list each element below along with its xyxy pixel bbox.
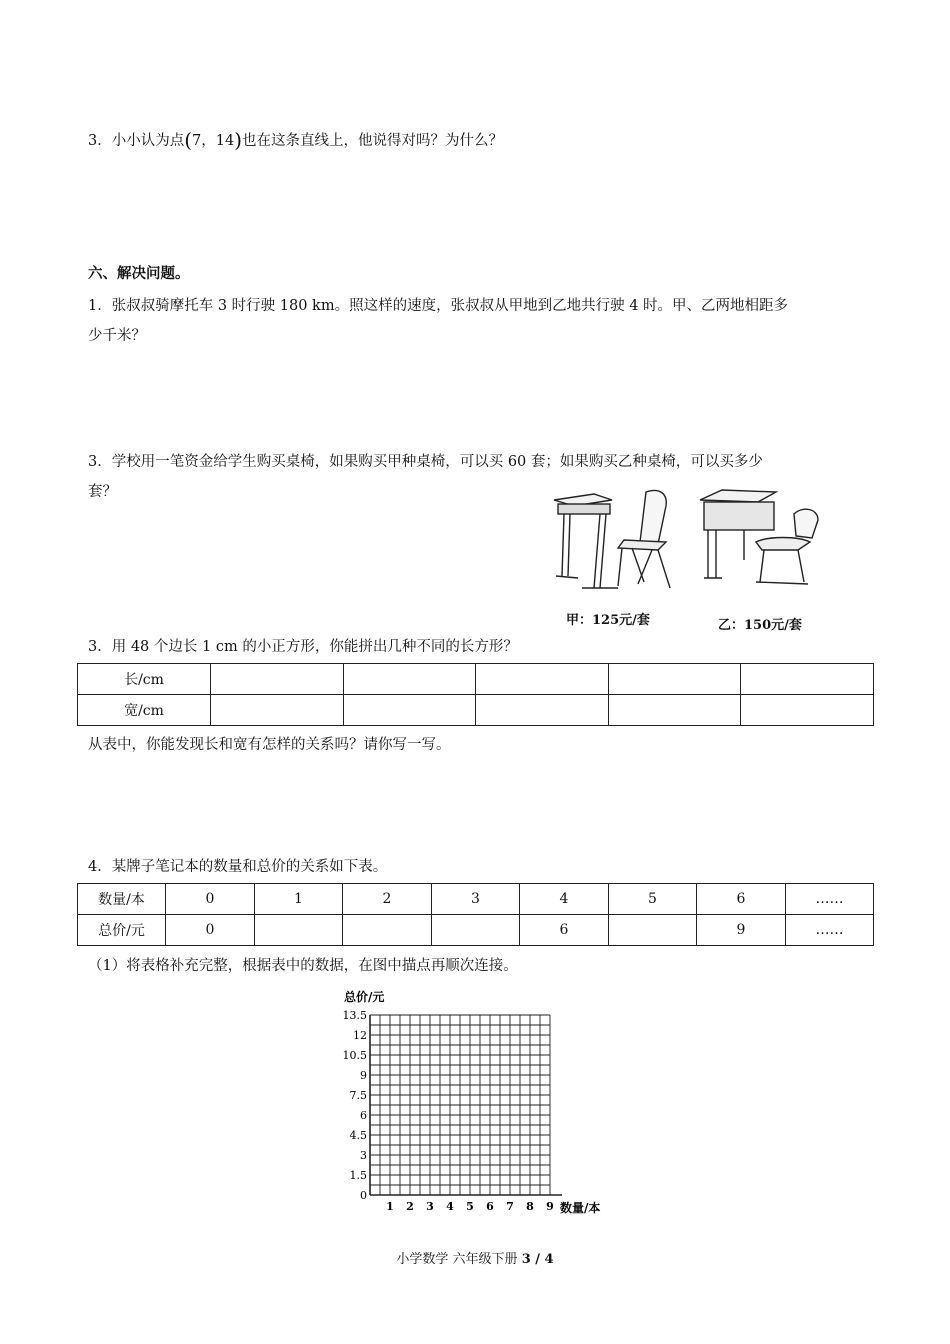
table-cell: ……: [786, 915, 874, 946]
table-cell: 2: [343, 884, 432, 915]
x-tick-label: 6: [486, 1200, 494, 1213]
desk-b-caption: 乙：150元/套: [718, 618, 802, 633]
table-cell[interactable]: [609, 695, 741, 726]
table-cell[interactable]: [343, 915, 432, 946]
y-tick-label: 12: [353, 1029, 367, 1042]
close-paren: ): [234, 128, 243, 152]
table-cell: 0: [166, 884, 255, 915]
q3-prefix: 3．小小认为点: [88, 133, 185, 149]
desk-a-caption: 甲：125元/套: [566, 613, 650, 628]
table-cell[interactable]: [609, 915, 697, 946]
y-tick-label: 4.5: [349, 1129, 367, 1142]
x-axis-label: 数量/本: [560, 1201, 601, 1215]
table-cell[interactable]: [476, 695, 609, 726]
x-tick-label: 1: [386, 1200, 394, 1213]
q3-square-question: 3．用 48 个边长 1 cm 的小正方形，你能拼出几种不同的长方形？: [88, 639, 518, 655]
table-cell[interactable]: [255, 915, 343, 946]
price-quantity-chart: [330, 985, 620, 1220]
y-tick-label: 7.5: [349, 1089, 367, 1102]
x-tick-label: 2: [406, 1200, 414, 1213]
table-row: [78, 884, 874, 915]
table-cell[interactable]: [741, 695, 874, 726]
y-tick-label: 3: [360, 1149, 367, 1162]
row-label-length: 长/cm: [78, 664, 211, 695]
table-cell[interactable]: [476, 664, 609, 695]
footer-subject: 小学数学 六年级下册: [396, 1252, 518, 1267]
q3-suffix: 也在这条直线上，他说得对吗？为什么？: [242, 133, 504, 149]
q3-point: 7，14: [192, 133, 235, 149]
y-axis-label: 总价/元: [344, 990, 385, 1004]
desk-b-icon: [700, 490, 776, 578]
table-cell: 3: [432, 884, 520, 915]
row-label-price: 总价/元: [78, 915, 166, 946]
table-cell[interactable]: [741, 664, 874, 695]
table-cell[interactable]: [344, 695, 476, 726]
table-cell: 9: [697, 915, 786, 946]
desk-a-icon: [554, 494, 618, 588]
table-cell[interactable]: [211, 695, 344, 726]
table-row: [78, 915, 874, 946]
table-cell: 5: [609, 884, 697, 915]
table-cell[interactable]: [609, 664, 741, 695]
section-title: 六、解决问题。: [88, 265, 190, 282]
x-tick-label: 3: [426, 1200, 434, 1213]
table-cell: ……: [786, 884, 874, 915]
q3-desk-line1: 3．学校用一笔资金给学生购买桌椅，如果购买甲种桌椅，可以买 60 套；如果购买乙种桌椅，可以买多少: [88, 454, 763, 470]
x-tick-label: 7: [506, 1200, 514, 1213]
q3-desk-line2: 套？: [88, 484, 117, 500]
y-tick-label: 10.5: [342, 1049, 367, 1062]
q1-line1: 1．张叔叔骑摩托车 3 时行驶 180 km。照这样的速度，张叔叔从甲地到乙地共行驶 4 时。甲、乙两地相距多: [88, 298, 789, 314]
y-tick-label: 9: [360, 1069, 367, 1082]
x-tick-labels: [386, 1200, 554, 1213]
y-tick-label: 13.5: [342, 1009, 367, 1022]
y-tick-label: 1.5: [349, 1169, 367, 1182]
y-tick-label: 6: [360, 1109, 367, 1122]
notebook-table: [77, 883, 874, 946]
open-paren: (: [184, 128, 193, 152]
table-cell: 6: [520, 915, 609, 946]
page-number: 3 / 4: [521, 1252, 554, 1267]
table-cell[interactable]: [432, 915, 520, 946]
y-tick-label: 0: [360, 1189, 367, 1202]
q4-question: 4．某牌子笔记本的数量和总价的关系如下表。: [88, 859, 388, 875]
q3-square-followup: 从表中，你能发现长和宽有怎样的关系吗？请你写一写。: [88, 737, 451, 753]
table-row: [78, 664, 874, 695]
x-tick-label: 5: [466, 1200, 474, 1213]
chart-grid: [370, 1015, 562, 1195]
table-cell: 4: [520, 884, 609, 915]
q4-sub1: （1）将表格补充完整，根据表中的数据，在图中描点再顺次连接。: [88, 958, 518, 974]
table-cell: 0: [166, 915, 255, 946]
chair-a-icon: [618, 491, 670, 588]
q1-line2: 少千米？: [88, 328, 146, 344]
page-footer: [0, 1248, 950, 1267]
table-row: [78, 695, 874, 726]
row-label-quantity: 数量/本: [78, 884, 166, 915]
table-cell: 1: [255, 884, 343, 915]
table-cell[interactable]: [211, 664, 344, 695]
row-label-width: 宽/cm: [78, 695, 211, 726]
rectangle-table: [77, 663, 874, 726]
desk-chair-illustration: [548, 484, 838, 604]
x-tick-label: 4: [446, 1200, 454, 1213]
q3-point-question: [88, 130, 503, 151]
y-tick-labels: [343, 1009, 368, 1202]
x-tick-label: 8: [526, 1200, 534, 1213]
table-cell: 6: [697, 884, 786, 915]
x-tick-label: 9: [546, 1200, 554, 1213]
table-cell[interactable]: [344, 664, 476, 695]
